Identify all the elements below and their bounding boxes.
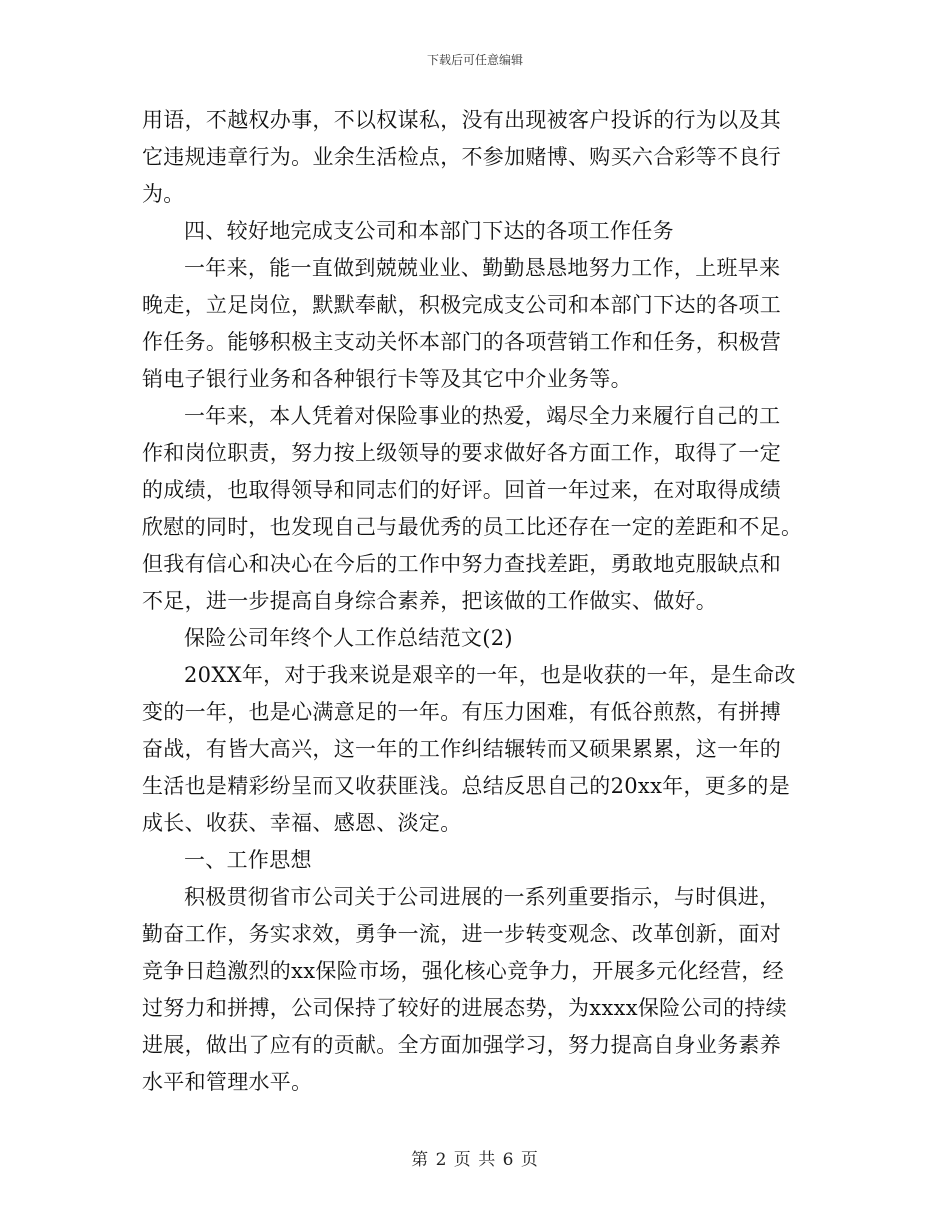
text-line: 过努力和拼搏，公司保持了较好的进展态势，为xxxx保险公司的持续 [142, 996, 787, 1020]
text-line: 它违规违章行为。业余生活检点，不参加赌博、购买六合彩等不良行 [142, 145, 781, 169]
section-heading: 四、较好地完成支公司和本部门下达的各项工作任务 [184, 219, 674, 243]
page-number: 第 2 页 共 6 页 [411, 1150, 539, 1170]
text-line: 欣慰的同时，也发现自己与最优秀的员工比还存在一定的差距和不足。 [142, 515, 803, 539]
section-heading: 一、工作思想 [184, 848, 312, 872]
text-line: 成长、收获、幸福、感恩、淡定。 [142, 811, 462, 835]
text-line: 用语，不越权办事，不以权谋私，没有出现被客户投诉的行为以及其 [142, 108, 781, 132]
text-line: 一年来，本人凭着对保险事业的热爱，竭尽全力来履行自己的工 [184, 404, 781, 428]
text-line: 晚走，立足岗位，默默奉献，积极完成支公司和本部门下达的各项工 [142, 293, 781, 317]
text-line: 但我有信心和决心在今后的工作中努力查找差距，勇敢地克服缺点和 [142, 552, 781, 576]
text-line: 的成绩，也取得领导和同志们的好评。回首一年过来，在对取得成绩 [142, 478, 781, 502]
text-line: 销电子银行业务和各种银行卡等及其它中介业务等。 [142, 367, 632, 391]
text-line: 20XX年，对于我来说是艰辛的一年，也是收获的一年，是生命改 [184, 663, 796, 687]
text-line: 作和岗位职责，努力按上级领导的要求做好各方面工作，取得了一定 [142, 441, 781, 465]
text-line: 水平和管理水平。 [142, 1070, 313, 1094]
document-title: 保险公司年终个人工作总结范文(2) [184, 626, 513, 650]
text-line: 不足，进一步提高自身综合素养，把该做的工作做实、做好。 [142, 589, 718, 613]
text-line: 进展，做出了应有的贡献。全方面加强学习，努力提高自身业务素养 [142, 1033, 781, 1057]
text-line: 积极贯彻省市公司关于公司进展的一系列重要指示，与时俱进， [184, 885, 781, 909]
text-line: 勤奋工作，务实求效，勇争一流，进一步转变观念、改革创新，面对 [142, 922, 781, 946]
text-line: 奋战，有皆大高兴，这一年的工作纠结辗转而又硕果累累，这一年的 [142, 737, 781, 761]
text-line: 竞争日趋激烈的xx保险市场，强化核心竞争力，开展多元化经营，经 [142, 959, 784, 983]
page-header: 下载后可任意编辑 [426, 53, 523, 67]
text-line: 一年来，能一直做到兢兢业业、勤勤恳恳地努力工作，上班早来 [184, 256, 781, 280]
text-line: 变的一年，也是心满意足的一年。有压力困难，有低谷煎熬，有拼搏 [142, 700, 781, 724]
text-line: 为。 [142, 182, 185, 206]
document-body [142, 102, 810, 1101]
text-line: 作任务。能够积极主支动关怀本部门的各项营销工作和任务，积极营 [142, 330, 781, 354]
text-line: 生活也是精彩纷呈而又收获匪浅。总结反思自己的20xx年，更多的是 [142, 774, 791, 798]
